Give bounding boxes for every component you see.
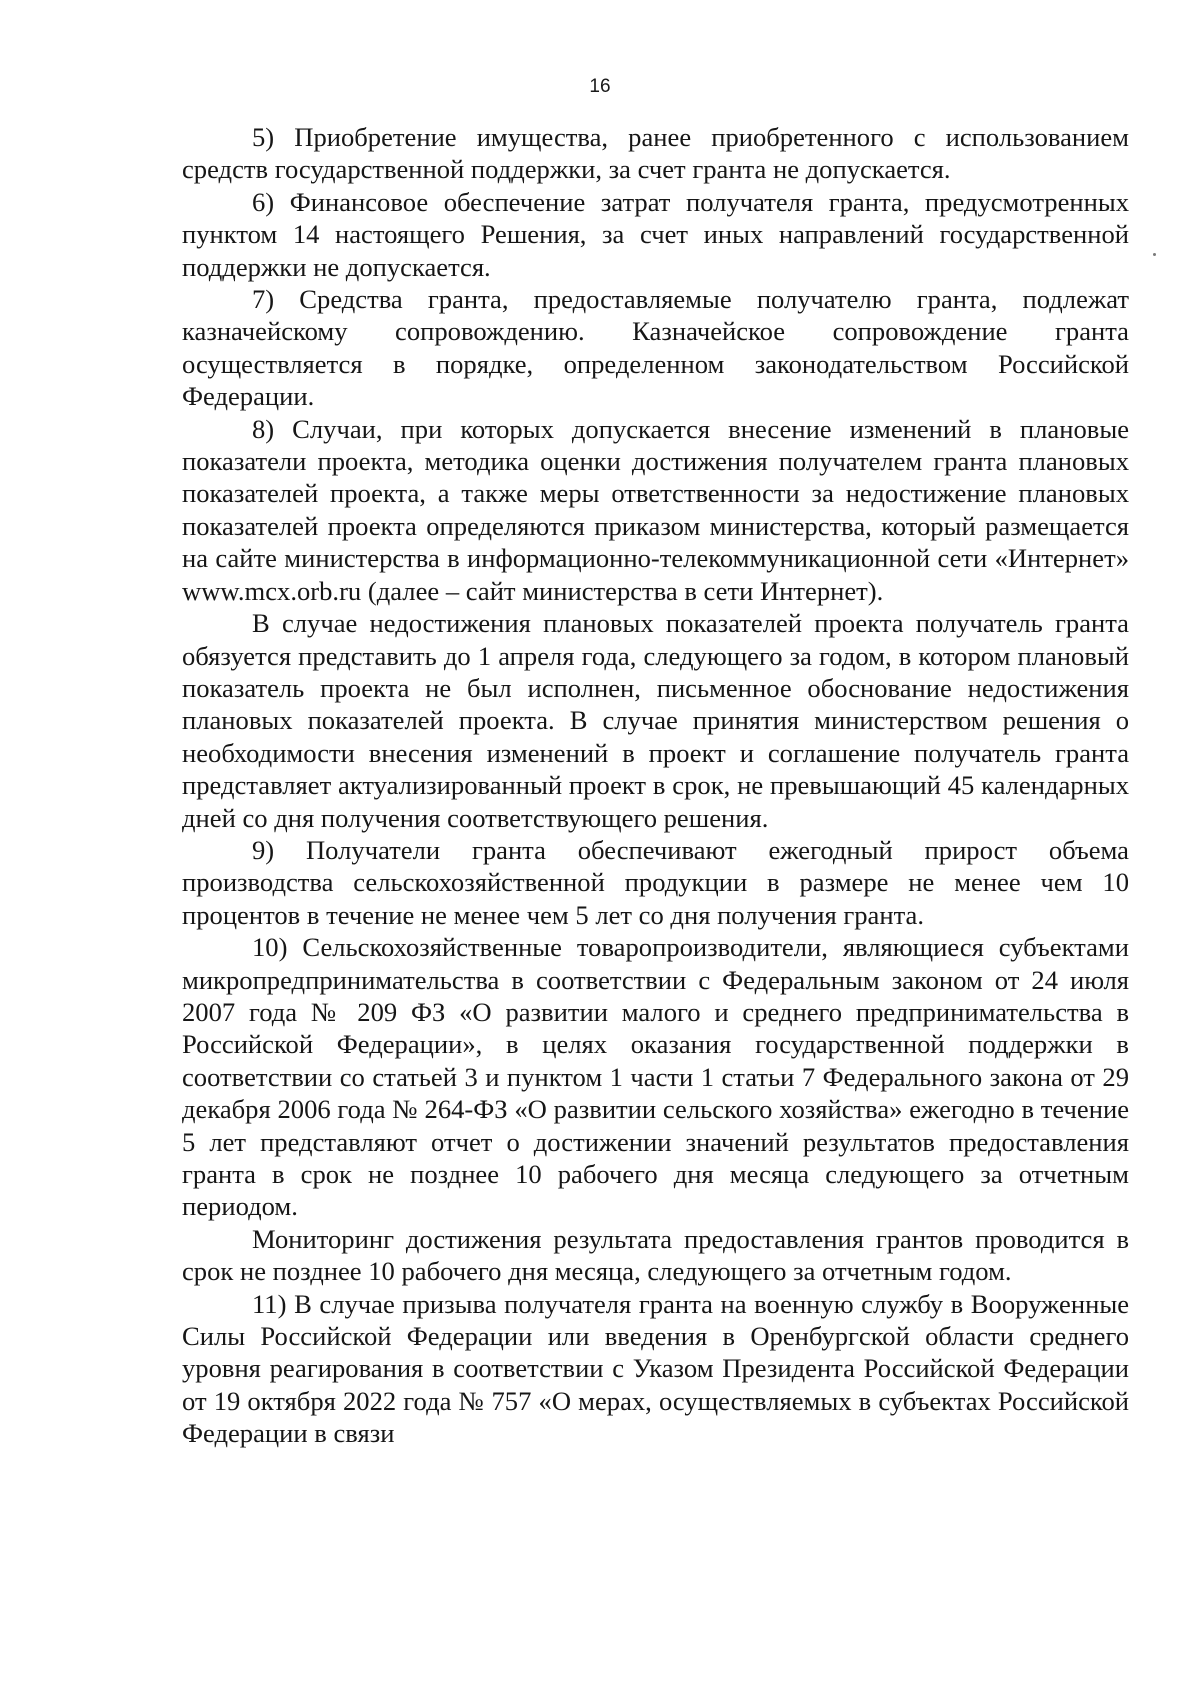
paragraph-item-6: 6) Финансовое обеспечение затрат получателя гранта, предусмотренных пунктом 14 настоящего Решения, за счет иных направлений государственной поддержки не допускается. <box>182 186 1129 282</box>
body-text <box>182 121 1129 1450</box>
scan-speck <box>1153 253 1156 256</box>
paragraph-item-10: 10) Сельскохозяйственные товаропроизводители, являющиеся субъектами микропредпринимательства в соответствии с Федеральным законом от 24 июля 2007 года № 209 ФЗ «О развитии малого и среднего предпринимательства в Российской Федерации», в целях оказания государственной поддержки в соответствии со статьей 3 и пунктом 1 части 1 статьи 7 Федерального закона от 29 декабря 2006 года № 264-ФЗ «О развитии сельского хозяйства» ежегодно в течение 5 лет представляют отчет о достижении значений результатов предоставления гранта в срок не позднее 10 рабочего дня месяца следующего за отчетным периодом. <box>182 932 1129 1222</box>
paragraph-item-5: 5) Приобретение имущества, ранее приобретенного с использованием средств государственной поддержки, за счет гранта не допускается. <box>182 122 1129 185</box>
paragraph-item-8-continued: В случае недостижения плановых показателей проекта получатель гранта обязуется представить до 1 апреля года, следующего за годом, в котором плановый показатель проекта не был исполнен, письменное обоснование недостижения плановых показателей проекта. В случае принятия министерством решения о необходимости внесения изменений в проект и соглашение получатель гранта представляет актуализированный проект в срок, не превышающий 45 календарных дней со дня получения соответствующего решения. <box>182 608 1129 833</box>
paragraph-item-10-monitoring: Мониторинг достижения результата предоставления грантов проводится в срок не позднее 10 рабочего дня месяца, следующего за отчетным годом. <box>182 1223 1129 1287</box>
paragraph-item-7: 7) Средства гранта, предоставляемые получателю гранта, подлежат казначейскому сопровождению. Казначейское сопровождение гранта осуществляется в порядке, определенном законодательством Российской Федерации. <box>182 284 1129 412</box>
paragraph-item-11: 11) В случае призыва получателя гранта на военную службу в Вооруженные Силы Российской Федерации или введения в Оренбургской области среднего уровня реагирования в соответствии с Указом Президента Российской Федерации от 19 октября 2022 года № 757 «О мерах, осуществляемых в субъектах Российской Федерации в связи <box>182 1288 1129 1449</box>
page-number: 16 <box>589 76 611 97</box>
paragraph-item-8: 8) Случаи, при которых допускается внесение изменений в плановые показатели проекта, методика оценки достижения получателем гранта плановых показателей проекта, а также меры ответственности за недостижение плановых показателей проекта определяются приказом министерства, который размещается на сайте министерства в информационно-телекоммуникационной сети «Интернет» www.mcx.orb.ru (далее – сайт министерства в сети Интернет). <box>182 413 1129 606</box>
paragraph-item-9: 9) Получатели гранта обеспечивают ежегодный прирост объема производства сельскохозяйственной продукции в размере не менее чем 10 процентов в течение не менее чем 5 лет со дня получения гранта. <box>182 834 1129 930</box>
